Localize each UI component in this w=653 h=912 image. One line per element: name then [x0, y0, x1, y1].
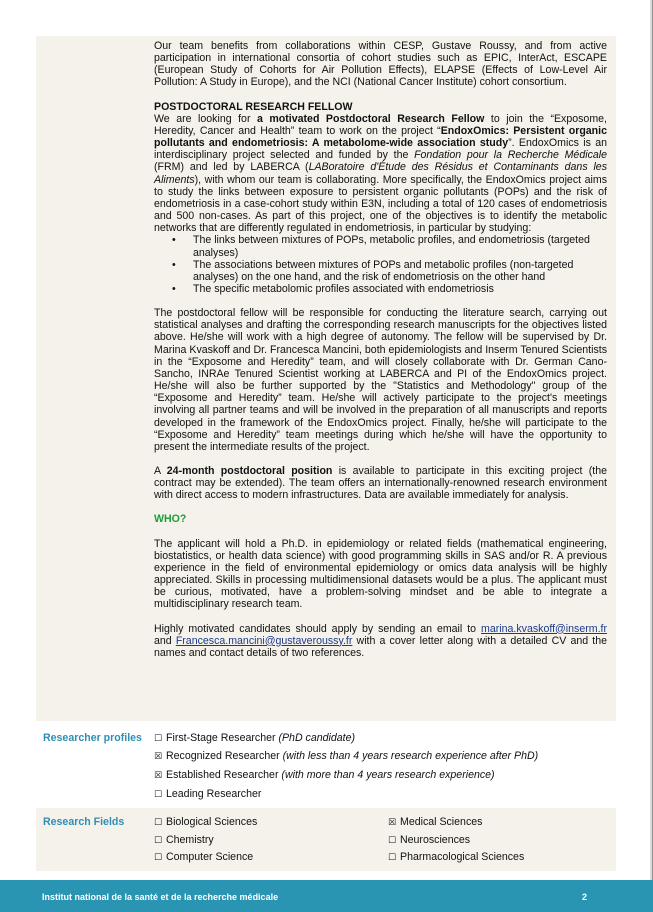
checkbox-icon[interactable]: ☐	[154, 818, 163, 828]
application-text-1: Highly motivated candidates should apply by sending an email to	[154, 622, 482, 635]
list-item: • The specific metabolomic profiles associated with endometriosis	[172, 283, 607, 295]
checkbox-icon[interactable]: ☐	[388, 853, 397, 863]
postdoc-section-title: POSTDOCTORAL RESEARCH FELLOW	[154, 100, 353, 113]
field-option-label: Neurosciences	[400, 834, 471, 846]
footer-institution-name: Institut national de la santé et de la recherche médicale	[42, 892, 279, 902]
field-option-label: Medical Sciences	[400, 816, 483, 828]
field-option-label: Pharmacological Sciences	[400, 851, 525, 863]
checkbox-icon[interactable]: ☐	[154, 853, 163, 863]
project-text-2: to join the “Exposome, Heredity, Cancer and Health” team to work on the project “	[154, 112, 607, 137]
field-option-chemistry[interactable]	[154, 834, 214, 846]
profile-option-note: (with less than 4 years research experience after PhD)	[282, 750, 539, 762]
footer-page-number: 2	[582, 892, 588, 902]
field-option-pharmacological-sciences[interactable]	[388, 851, 524, 863]
research-fields-section	[36, 808, 616, 871]
checkbox-icon[interactable]: ☐	[154, 836, 163, 846]
checkbox-icon[interactable]: ☐	[154, 790, 163, 800]
project-title-bold: EndoxOmics: Persistent organic pollutants and endometriosis: A metabolome-wide association study	[154, 124, 607, 150]
position-duration-bold: 24-month postdoctoral position	[166, 465, 333, 477]
project-text-4: (FRM) and led by LABERCA (	[154, 161, 309, 174]
collaborations-paragraph: Our team benefits from collaborations within CESP, Gustave Roussy, and from active participation in international consortia of cohort studies such as EPIC, InterAct, ESCAPE (European Study of Cohorts for Air Pollution Effects), ELAPSE (Effects of Low-Level Air Pollution: A Study in Europe), and the NCI (National Cancer Institute) cohort consortium.	[154, 40, 607, 89]
job-description-text	[154, 40, 607, 671]
email-link-kvaskoff[interactable]: marina.kvaskoff@inserm.fr	[481, 622, 607, 635]
job-description-box	[36, 36, 616, 721]
field-option-neurosciences[interactable]	[388, 834, 470, 846]
field-option-label: Computer Science	[166, 851, 254, 863]
project-paragraph	[154, 113, 607, 235]
profile-option-note: (with more than 4 years research experience)	[281, 769, 495, 781]
project-text-5: ), with whom our team is collaborating. More specifically, the EndoxOmics project aims to study the links between exposure to persistent organic pollutants (POPs) and the risk of endometriosis in a case-cohort study within E3N, including a total of 120 cases of endometriosis and 500 non-cases. As part of this project, one of the objectives is to identify the metabolic networks that are differently regulated in endometriosis, in particular by studying:	[154, 173, 607, 235]
frm-italic: Fondation pour la Recherche Médicale	[414, 149, 608, 162]
email-link-mancini[interactable]: Francesca.mancini@gustaveroussy.fr	[175, 634, 353, 647]
responsibilities-paragraph: The postdoctoral fellow will be responsible for conducting the literature search, carrying out statistical analyses and drafting the corresponding research manuscripts for the objectives listed above. He/she will work with a high degree of autonomy. The fellow will be supervised by Dr. Marina Kvaskoff and Dr. Francesca Mancini, both epidemiologists and Inserm Tenured Scientists in the “Exposome and Heredity” team, and will closely collaborate with Dr. German Cano-Sancho, INRAe Tenured Scientist working at LABERCA and PI of the EndoxOmics project. He/she will also be further supported by the "Statistics and Methodology" group of the “Exposome and Heredity” team. He/she will actively participate to the project's meetings involving all partner teams and will be involved in the preparation of all manuscripts and reports developed in the framework of the EndoxOmics project. Finally, he/she will participate to the “Exposome and Heredity” team meetings during which he/she will have the opportunity to present the intermediate results of the project.	[154, 307, 607, 453]
requirements-paragraph: The applicant will hold a Ph.D. in epidemiology or related fields (mathematical engineering, biostatistics, or health data science) with good programming skills in SAS and/or R. A previous experience in the field of environmental epidemiology or omics data analysis will be highly appreciated. Skills in processing multidimensional datasets would be a plus. The applicant must be curious, motivated, have a problem-solving mindset and be able to integrate a multidisciplinary research team.	[154, 537, 607, 611]
field-option-medical-sciences[interactable]	[388, 816, 482, 828]
position-text-1: A	[154, 465, 167, 477]
checkbox-checked-icon[interactable]: ☒	[154, 752, 163, 762]
checkbox-icon[interactable]: ☐	[388, 836, 397, 846]
who-section-title: WHO?	[154, 513, 187, 526]
field-option-biological-sciences[interactable]	[154, 816, 257, 828]
researcher-profiles-section	[36, 726, 616, 806]
profile-option-first-stage[interactable]	[154, 732, 355, 744]
researcher-profiles-label: Researcher profiles	[43, 732, 142, 744]
checkbox-checked-icon[interactable]: ☒	[154, 771, 163, 781]
position-text-2: is available to participate in this exciting project (the contract may be extended). The team offers an internationally-renowned research environment with direct access to modern infrastructures. Data are available immediately for analysis.	[154, 465, 607, 502]
project-text-1: We are looking for	[154, 112, 257, 125]
list-item: • The links between mixtures of POPs, metabolic profiles, and endometriosis (targeted analyses)	[172, 234, 607, 258]
checkbox-icon[interactable]: ☐	[154, 734, 163, 744]
profile-option-label: Established Researcher	[166, 769, 282, 781]
field-option-label: Biological Sciences	[166, 816, 258, 828]
field-option-label: Chemistry	[166, 834, 214, 846]
profile-option-label: First-Stage Researcher	[166, 732, 279, 744]
application-paragraph	[154, 623, 607, 659]
profile-option-label: Leading Researcher	[166, 788, 262, 800]
profile-option-label: Recognized Researcher	[166, 750, 283, 762]
laberca-italic: LABoratoire d'Étude des Résidus et Contaminants dans les Aliments	[154, 161, 607, 186]
application-text-2: and	[154, 634, 176, 647]
objectives-list	[154, 234, 607, 295]
profile-option-recognized[interactable]	[154, 750, 538, 762]
project-text-3: ”. EndoxOmics is an interdisciplinary project selected and funded by the	[154, 137, 607, 162]
page-footer	[0, 880, 653, 912]
project-text-bold-1: a motivated Postdoctoral Research Fellow	[256, 112, 485, 125]
profile-option-note: (PhD candidate)	[278, 732, 356, 744]
checkbox-checked-icon[interactable]: ☒	[388, 818, 397, 828]
profile-option-established[interactable]	[154, 769, 495, 781]
position-paragraph	[154, 465, 607, 501]
profile-option-leading[interactable]	[154, 788, 261, 800]
application-text-3: with a cover letter along with a detailed CV and the names and contact details of two references.	[154, 634, 607, 659]
field-option-computer-science[interactable]	[154, 851, 253, 863]
research-fields-label: Research Fields	[43, 816, 125, 828]
list-item: • The associations between mixtures of POPs and metabolic profiles (non-targeted analyses) on the one hand, and the risk of endometriosis on the other hand	[172, 259, 607, 283]
